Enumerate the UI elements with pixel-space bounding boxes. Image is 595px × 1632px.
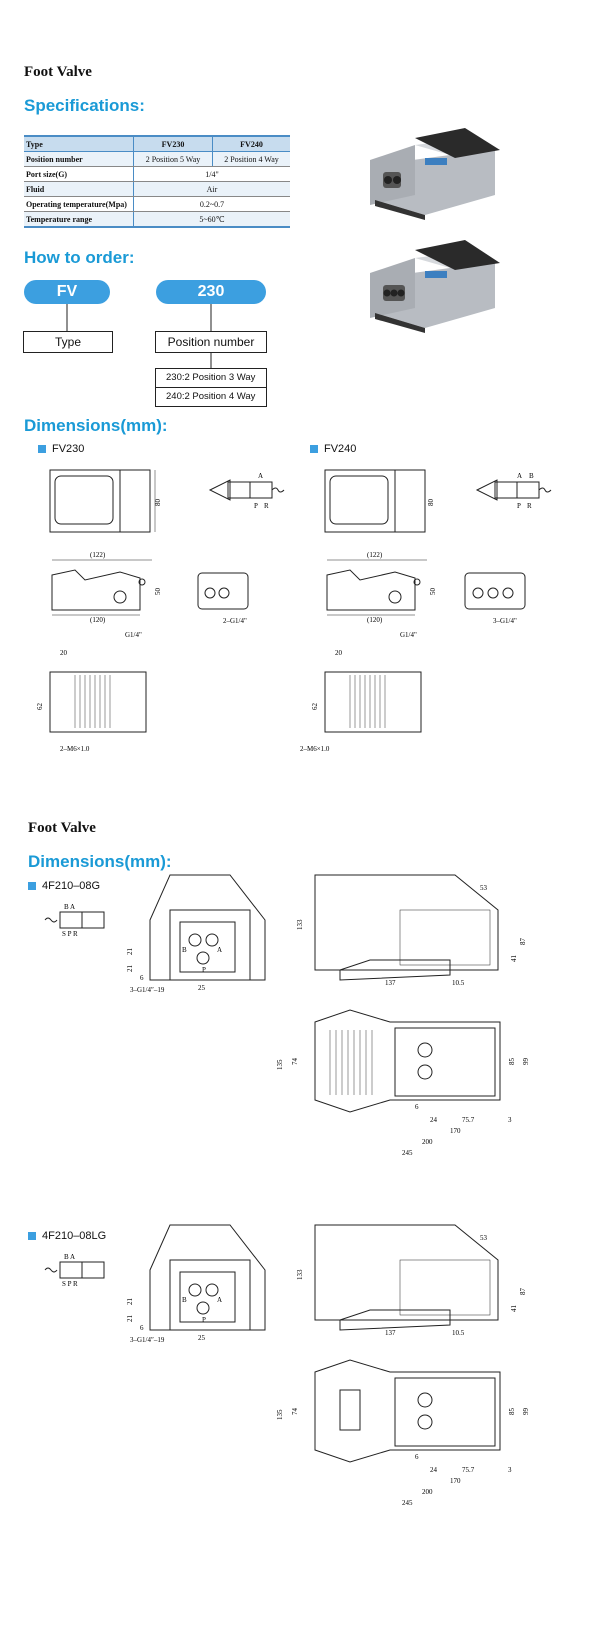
dim-85: 85 [508,1408,516,1415]
dim-6: 6 [140,1324,144,1332]
dim-53: 53 [480,884,487,892]
bolt-label: 2–M6×1.0 [60,745,90,753]
port-p: P [202,966,206,974]
dim-245: 245 [402,1149,413,1157]
dim-99: 99 [522,1058,530,1065]
model-name: FV230 [52,443,85,455]
dim-74: 74 [291,1058,299,1065]
dim-135: 135 [276,1409,284,1420]
dim-85: 85 [508,1058,516,1065]
port-count-label: 2–G1/4" [223,617,247,625]
dim-80: 80 [154,499,162,506]
fv230-drawings [30,460,300,765]
bullet-square-icon [28,882,36,890]
dim-170: 170 [450,1127,461,1135]
port-label: G1/4" [125,631,142,639]
fv240-drawings [300,460,575,765]
dim-20: 20 [60,649,67,657]
row-label: Temperature range [24,212,134,228]
dim-21b: 21 [126,965,134,972]
how-to-order-heading: How to order: [24,248,135,267]
port-a: A [217,946,223,954]
order-type-box: Type [23,331,113,353]
dim-75-7: 75.7 [462,1116,475,1124]
model-name: FV240 [324,443,357,455]
dim-50: 50 [429,588,437,595]
dim-3: 3 [508,1466,512,1474]
cell-value: 2 Position 4 Way [213,152,291,167]
symbol-ba: B A [64,1253,76,1261]
symbol-a: A [258,472,264,480]
port-a: A [217,1296,223,1304]
order-option-1: 230:2 Position 3 Way [155,368,267,387]
table-row [24,152,290,167]
symbol-ba: B A [64,903,76,911]
header-type: Type [24,136,134,152]
row-label: Position number [24,152,134,167]
header-fv230: FV230 [134,136,213,152]
dim-25: 25 [198,984,205,992]
dim-75-7: 75.7 [462,1466,475,1474]
section2-title: Foot Valve [28,820,96,836]
dim-24: 24 [430,1116,437,1124]
spec-table-header [24,136,290,152]
dim-120: (120) [90,616,106,624]
dim-170: 170 [450,1477,461,1485]
dim-245: 245 [402,1499,413,1507]
model-label-fv230 [38,443,84,455]
specifications-heading: Specifications: [24,96,145,115]
symbol-spr: S P R [62,930,78,938]
ports-label: 3–G1/4″–19 [130,986,165,994]
dim-80: 80 [427,499,435,506]
symbol-r: R [527,502,532,510]
symbol-p: P [254,502,258,510]
dim-200: 200 [422,1488,433,1496]
dim-6: 6 [140,974,144,982]
table-row [24,167,290,182]
dim-87: 87 [519,938,527,945]
order-position-box: Position number [155,331,267,353]
order-option-2: 240:2 Position 4 Way [155,387,267,407]
dim-21a: 21 [126,948,134,955]
port-p: P [202,1316,206,1324]
dim-24: 24 [430,1466,437,1474]
dim-41: 41 [510,955,518,962]
table-row [24,182,290,197]
dim-122: (122) [367,551,383,559]
ports-label: 3–G1/4″–19 [130,1336,165,1344]
dim-137: 137 [385,979,396,987]
bolt-label: 2–M6×1.0 [300,745,330,753]
symbol-spr: S P R [62,1280,78,1288]
port-label: G1/4" [400,631,417,639]
dim-99: 99 [522,1408,530,1415]
dim-135: 135 [276,1059,284,1070]
row-label: Operating temperature(Mpa) [24,197,134,212]
dim-62: 62 [36,703,44,710]
model-name: 4F210–08G [42,880,101,892]
foot-valve-photo-2 [355,238,515,333]
symbol-r: R [264,502,269,510]
foot-valve-photo-1 [355,120,515,220]
table-row [24,197,290,212]
header-fv240: FV240 [213,136,291,152]
dim-53: 53 [480,1234,487,1242]
port-count-label: 3–G1/4" [493,617,517,625]
dim-122: (122) [90,551,106,559]
cell-value: 1/4" [134,167,291,182]
row-label: Port size(G) [24,167,134,182]
dim-20: 20 [335,649,342,657]
dim-120: (120) [367,616,383,624]
dim-3: 3 [508,1116,512,1124]
symbol-b: B [529,472,534,480]
bullet-square-icon [38,445,46,453]
model-name: 4F210–08LG [42,1230,107,1242]
order-code-type: FV [24,280,110,304]
bullet-square-icon [28,1232,36,1240]
order-code-position: 230 [156,280,266,304]
model-label-4f210-08lg [28,1230,106,1242]
model-label-fv240 [310,443,356,455]
dim-6: 6 [415,1453,419,1461]
cell-value: 5~60℃ [134,212,291,228]
cell-value: 0.2~0.7 [134,197,291,212]
dim-41: 41 [510,1305,518,1312]
dim-25: 25 [198,1334,205,1342]
row-label: Fluid [24,182,134,197]
dim-21a: 21 [126,1298,134,1305]
page-title: Foot Valve [24,64,92,80]
dim-62: 62 [311,703,319,710]
symbol-p: P [517,502,521,510]
cell-value: 2 Position 5 Way [134,152,213,167]
dim-10-5: 10.5 [452,979,465,987]
bullet-square-icon [310,445,318,453]
dim-133: 133 [296,1269,304,1280]
spec-table [24,135,290,228]
table-row [24,212,290,228]
symbol-a: A [517,472,523,480]
model-label-4f210-08g [28,880,100,892]
dim-200: 200 [422,1138,433,1146]
port-b: B [182,1296,187,1304]
dim-6: 6 [415,1103,419,1111]
cell-value: Air [134,182,291,197]
dim-50: 50 [154,588,162,595]
dim-74: 74 [291,1408,299,1415]
section2-dimensions-heading: Dimensions(mm): [28,852,172,871]
dimensions-heading: Dimensions(mm): [24,416,168,435]
dim-87: 87 [519,1288,527,1295]
dim-10-5: 10.5 [452,1329,465,1337]
port-b: B [182,946,187,954]
dim-21b: 21 [126,1315,134,1322]
dim-137: 137 [385,1329,396,1337]
dim-133: 133 [296,919,304,930]
